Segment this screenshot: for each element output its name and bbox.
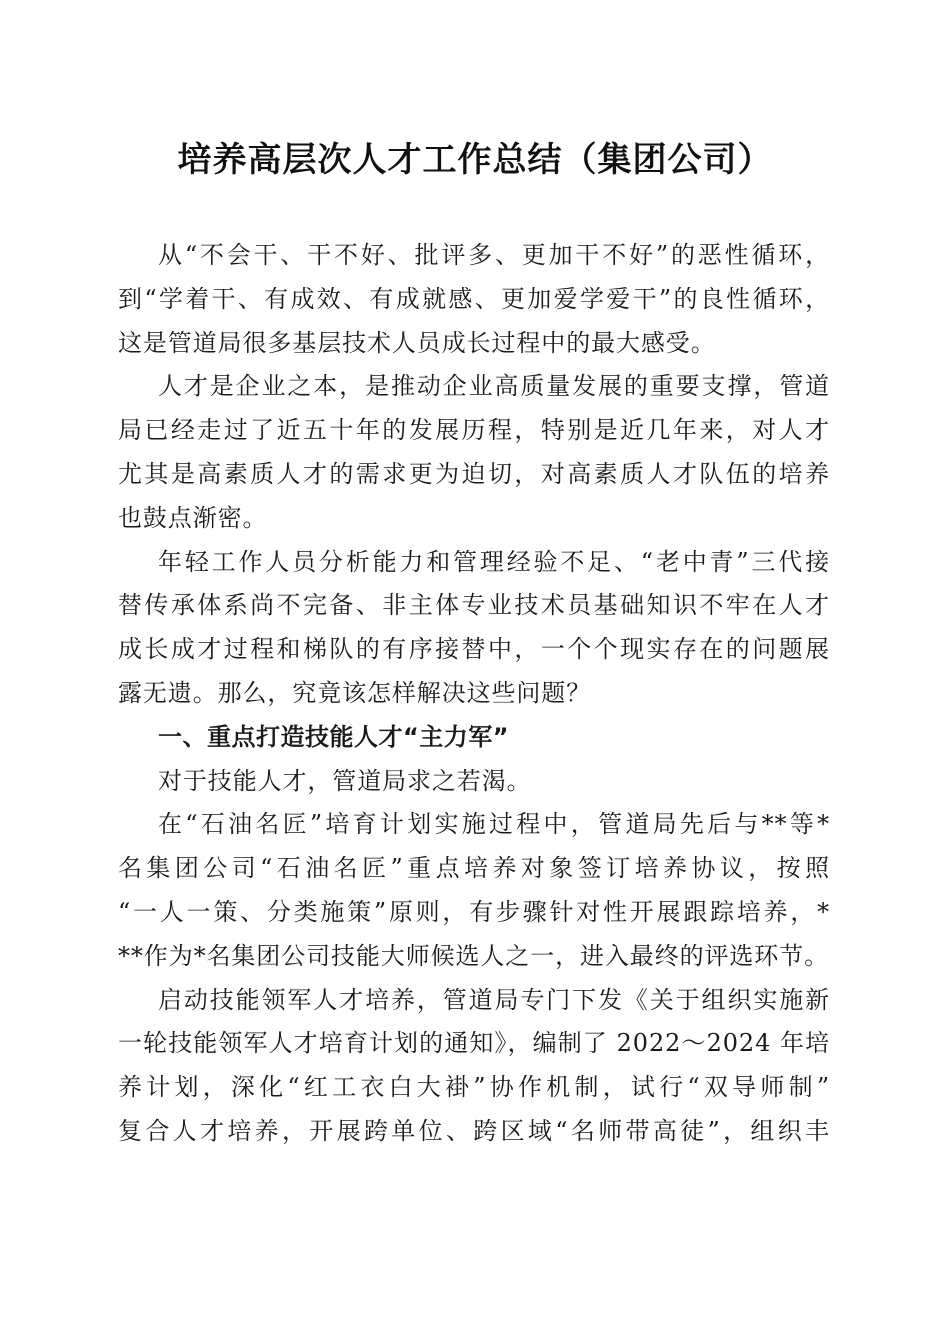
- paragraph-4-line-1: 对于技能人才，管道局求之若渴。: [158, 766, 532, 795]
- document-body: [118, 234, 830, 1154]
- paragraph-5-line-3: “一人一策、分类施策”原则，有步骤针对性开展跟踪培养，*: [118, 897, 830, 926]
- paragraph-1-line-1: 从“不会干、干不好、批评多、更加干不好”的恶性循环，: [158, 241, 830, 269]
- paragraph-3-line-4: 露无遗。那么，究竟该怎样解决这些问题？: [118, 678, 592, 707]
- paragraph-6-line-2: 一轮技能领军人才培育计划的通知》，编制了 2022～2024 年培: [118, 1029, 830, 1058]
- paragraph-3-line-3: 成长成才过程和梯队的有序接替中，一个个现实存在的问题展: [118, 635, 830, 664]
- paragraph-2-line-3: 尤其是高素质人才的需求更为迫切，对高素质人才队伍的培养: [118, 459, 830, 488]
- paragraph-2-line-4: 也鼓点渐密。: [118, 503, 268, 532]
- section-heading-1: 一、重点打造技能人才“主力军”: [158, 722, 510, 751]
- paragraph-6-line-4: 复合人才培养，开展跨单位、跨区域“名师带高徒”，组织丰: [118, 1116, 830, 1145]
- document-title: 培养高层次人才工作总结（集团公司）: [177, 140, 773, 180]
- paragraph-2-line-1: 人才是企业之本，是推动企业高质量发展的重要支撑，管道: [158, 372, 830, 401]
- paragraph-6-line-3: 养计划，深化“红工衣白大褂”协作机制，试行“双导师制”: [118, 1073, 830, 1102]
- paragraph-6-line-1: 启动技能领军人才培养，管道局专门下发《关于组织实施新: [158, 985, 830, 1014]
- paragraph-1-line-3: 这是管道局很多基层技术人员成长过程中的最大感受。: [118, 328, 716, 357]
- paragraph-3-line-2: 替传承体系尚不完备、非主体专业技术员基础知识不牢在人才: [118, 591, 830, 620]
- paragraph-5-line-2: 名集团公司“石油名匠”重点培养对象签订培养协议，按照: [118, 854, 830, 883]
- paragraph-1-line-2: 到“学着干、有成效、有成就感、更加爱学爱干”的良性循环，: [118, 284, 830, 313]
- paragraph-2-line-2: 局已经走过了近五十年的发展历程，特别是近几年来，对人才: [118, 416, 830, 445]
- paragraph-3-line-1: 年轻工作人员分析能力和管理经验不足、“老中青”三代接: [158, 547, 830, 576]
- paragraph-5-line-4: **作为*名集团公司技能大师候选人之一，进入最终的评选环节。: [118, 941, 829, 970]
- paragraph-5-line-1: 在“石油名匠”培育计划实施过程中，管道局先后与**等*: [158, 810, 830, 839]
